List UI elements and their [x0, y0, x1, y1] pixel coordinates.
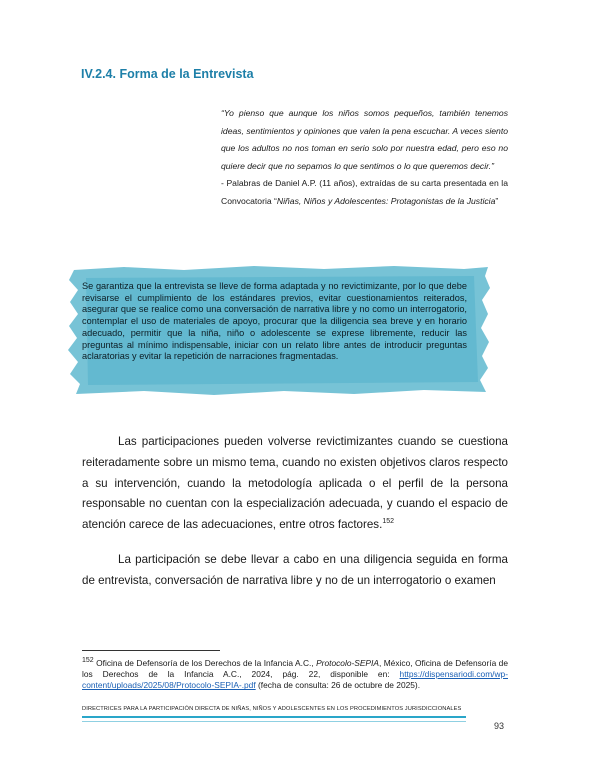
body-paragraph-2: [82, 550, 508, 592]
footnote-ref-152[interactable]: 152: [382, 518, 395, 526]
body-paragraph-1: [82, 432, 508, 536]
paragraph-1-text: Las participaciones pueden volverse revictimizantes cuando se cuestiona reiteradamente sobre un mismo tema, cuando no existen objetivos claros respecto a su intervención, cuando la metodología aplicada o el perfil de la persona responsable no cuentan con la especialización adecuada, y cuando el espacio de atención carece de las adecuaciones, entre otros factores.: [82, 435, 508, 532]
highlight-callout: [64, 264, 490, 396]
attribution-prefix: - Palabras de Daniel A.P. (11 años), extraídas de su carta presentada en la Convocatoria “: [221, 178, 508, 206]
footnote-text-c: (fecha de consulta: 26 de octubre de 2025).: [255, 680, 421, 691]
footnote-text-b: , México, Oficina de Defensoría de los Derechos de la Infancia A.C., 2024, pág. 22, disponible en:: [82, 658, 508, 680]
page-number: 93: [494, 721, 505, 731]
footnote-link[interactable]: https://dispensariodi.com/wp-content/uploads/2025/08/Protocolo-SEPIA-.pdf: [82, 669, 508, 691]
footer-rule-secondary: [82, 721, 466, 722]
attribution-suffix: ”: [495, 195, 499, 206]
footnote-divider: [82, 650, 220, 651]
section-heading: IV.2.4. Forma de la Entrevista: [81, 67, 254, 81]
epigraph-quote: [221, 105, 508, 211]
footnote-number: 152: [82, 657, 94, 665]
paragraph-2-text: La participación se debe llevar a cabo en una diligencia seguida en forma de entrevista, conversación de narrativa libre y no de un interrogatorio o examen: [82, 553, 508, 587]
quote-text: “Yo pienso que aunque los niños somos pequeños, también tenemos ideas, sentimientos y opiniones que valen la pena escuchar. A veces siento que los adultos no nos toman en serio solo por nuestra edad, pero eso no quiere decir que no sepamos lo que sentimos o lo que queremos decir.”: [221, 108, 508, 171]
footer-title: DIRECTRICES PARA LA PARTICIPACIÓN DIRECTA DE NIÑAS, NIÑOS Y ADOLESCENTES EN LOS PROCEDIMIENTOS JURISDICCIONALES: [82, 706, 462, 712]
attribution-title: Niñas, Niños y Adolescentes: Protagonistas de la Justicia: [276, 195, 496, 206]
quote-attribution: [221, 175, 508, 210]
footnote-text-a: Oficina de Defensoría de los Derechos de la Infancia A.C.,: [93, 658, 317, 668]
callout-text: Se garantiza que la entrevista se lleve de forma adaptada y no revictimizante, por lo que debe revisarse el cumplimiento de los estándares previos, evitar cuestionamientos reiterados, asegurar que se realice como una conversación de narrativa libre y no como un interrogatorio, contemplar el uso de materiales de apoyo, procurar que la diligencia sea breve y en horario adecuado, permitir que la niña, niño o adolescente se exprese libremente, reducir las preguntas al mínimo indispensable, iniciar con un relato libre antes de introducir preguntas aclaratorias y evitar la repetición de narraciones fragmentadas.: [82, 281, 467, 362]
footnote-title: Protocolo-SEPIA: [316, 658, 379, 668]
footnote-152: [82, 658, 508, 692]
footer-rule-primary: [82, 716, 466, 718]
